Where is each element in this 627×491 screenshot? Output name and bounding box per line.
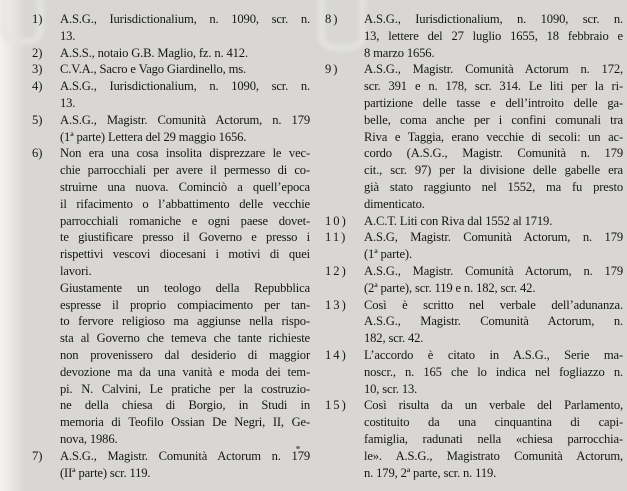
text-line: famiglia, radunati nella «chiesa parrocchia- <box>364 431 623 446</box>
footnote-number: 11) <box>325 230 348 245</box>
footnote-item <box>32 112 310 146</box>
text-line: Non era una cosa insolita disprezzare le vec- <box>60 146 310 161</box>
footnote-number: 13) <box>325 297 348 312</box>
footnote-item <box>32 11 310 45</box>
text-line: cit., scr. 97) per la divisione delle gabelle era <box>364 163 623 178</box>
text-line: parrocchiali romaniche e ogni paese dovet- <box>60 213 310 228</box>
footnote-text <box>60 145 310 447</box>
text-line: A.S.G., Magistr. Comunità Actorum n. 172, <box>364 62 623 77</box>
footnote-number: 7) <box>32 448 43 463</box>
footnote-text <box>60 112 310 146</box>
text-line: scr. 391 e n. 178, scr. 314. Le liti per la ri- <box>364 79 623 94</box>
footnote-item <box>325 11 623 61</box>
footnote-number: 3) <box>32 62 43 77</box>
footnote-number: 10) <box>325 213 348 228</box>
footnote-item <box>325 263 623 297</box>
text-line: noscr., n. 165 che lo indica nel fogliazzo n. <box>364 364 623 379</box>
footnote-text <box>364 213 623 230</box>
text-line: partizione delle tasse e dell’introito delle ga- <box>364 95 623 110</box>
text-line: belle, coma anche per i confini comunali tra <box>364 112 623 127</box>
text-line: ne della chiesa di Borgio, in Studi in <box>60 398 310 413</box>
text-line: 13. <box>60 95 76 110</box>
footnote-item <box>325 229 623 263</box>
text-line: A.S.S., notaio G.B. Maglio, fz. n. 412. <box>60 45 248 60</box>
text-line: costituito da una cinquantina di capi- <box>364 415 623 430</box>
text-line: 8 marzo 1656. <box>364 45 435 60</box>
footnote-text <box>364 263 623 297</box>
text-line: A.S.G., Iurisdictionalium, n. 1090, scr. n. <box>60 79 310 94</box>
text-line: espresse il proprio compiacimento per tan- <box>60 297 310 312</box>
text-line: A.S.G, Magistr. Comunità Actorum, n. 179 <box>364 230 623 245</box>
footnote-number: 14) <box>325 347 348 362</box>
text-line: rispettivi vescovi diocesani i motivi di quei <box>60 247 310 262</box>
text-line: 13, lettere del 27 luglio 1655, 18 febbraio e <box>364 28 623 43</box>
footnote-item <box>32 61 310 78</box>
text-line: Così è scritto nel verbale dell’adunanza. <box>364 297 623 312</box>
text-line: 182, scr. 42. <box>364 331 424 346</box>
text-line: te giustificare presso il Governo e presso i <box>60 230 310 245</box>
text-line: A.S.G., Magistr. Comunità Actorum, n. 179 <box>60 112 310 127</box>
footnote-item <box>32 145 310 447</box>
text-line: L’accordo è citato in A.S.G., Serie ma- <box>364 347 623 362</box>
text-line: nova, 1986. <box>60 431 118 446</box>
text-line: le». A.S.G., Magistrato Comunità Actorum, <box>364 448 623 463</box>
text-line: sta al Governo che temeva che tante richieste <box>60 331 310 346</box>
footnote-number: 2) <box>32 45 43 60</box>
text-line: Giustamente un teologo della Repubblica <box>60 280 310 295</box>
footnote-text <box>60 45 310 62</box>
footnote-number: 4) <box>32 79 43 94</box>
scan-edge-highlight <box>0 0 26 491</box>
text-line: A.C.T. Liti con Riva dal 1552 al 1719. <box>364 213 553 228</box>
footnote-number: 5) <box>32 112 43 127</box>
footnote-text <box>364 61 623 212</box>
footnote-number: 8) <box>325 12 340 26</box>
footnotes-column-left <box>32 11 310 481</box>
text-line: A.S.G., Iurisdictionalium, n. 1090, scr. n. <box>60 12 310 26</box>
footnote-number: 9) <box>325 62 340 77</box>
text-line: (1ª parte). <box>364 247 412 262</box>
footnotes-column-right <box>325 11 623 481</box>
footnote-text <box>364 347 623 397</box>
footnote-text <box>60 61 310 78</box>
footnote-item <box>325 61 623 212</box>
text-line: il rifacimento o l’abbattimento delle vecchie <box>60 196 310 211</box>
text-line: non provenissero dal desiderio di maggior <box>60 347 310 362</box>
text-line: to fervore religioso ma aggiunse nella rispo- <box>60 314 310 329</box>
footnote-item <box>32 45 310 62</box>
text-line: Riva e Taggia, erano vecchie di secoli: un ac- <box>364 129 623 144</box>
footnote-item <box>32 78 310 112</box>
text-line: C.V.A., Sacro e Vago Giardinello, ms. <box>60 62 247 77</box>
text-line: cordo (A.S.G., Magistr. Comunità n. 179 <box>364 146 623 161</box>
text-line: A.S.G., Magistr. Comunità Actorum n. 179 <box>60 448 310 463</box>
text-line: 13. <box>60 28 76 43</box>
text-line: devozione ma da una vanità e moda dei tem- <box>60 364 310 379</box>
footnote-text <box>364 397 623 481</box>
text-line: A.S.G., Magistr. Comunità Actorum, n. 179 <box>364 263 623 278</box>
text-line: Così risulta da un verbale del Parlamento, <box>364 398 623 413</box>
footnote-text <box>60 11 310 45</box>
text-line: lavori. <box>60 263 92 278</box>
text-line: A.S.G., Iurisdictionalium, n. 1090, scr. n. <box>364 12 623 26</box>
text-line: già stato raggiunto nel 1552, ma fu presto <box>364 179 623 194</box>
footnote-text <box>364 229 623 263</box>
text-line: (IIª parte) scr. 119. <box>60 465 151 480</box>
text-line: A.S.G., Magistr. Comunità Actorum, n. <box>364 314 623 329</box>
footnote-item <box>32 448 310 482</box>
text-line: 10, scr. 13. <box>364 381 418 396</box>
footnote-text <box>60 448 310 482</box>
footnote-item <box>325 297 623 347</box>
footnote-number: 1) <box>32 12 43 26</box>
text-line: struirne una nuova. Cominciò a quell’epoca <box>60 179 310 194</box>
text-line: dimenticato. <box>364 196 425 211</box>
footnote-number: 15) <box>325 398 348 413</box>
footnote-number: 12) <box>325 263 348 278</box>
text-line: (1ª parte) Lettera del 29 maggio 1656. <box>60 129 247 144</box>
text-line: memoria di Teofilo Ossian De Negri, II, Ge- <box>60 415 310 430</box>
footnote-item <box>325 397 623 481</box>
footnote-item <box>325 213 623 230</box>
text-line: n. 179, 2ª parte, scr. n. 119. <box>364 465 497 480</box>
footnote-number: 6) <box>32 146 43 161</box>
text-line: chie parrocchiali per avere il permesso di co- <box>60 163 310 178</box>
footnote-text <box>364 11 623 61</box>
text-line: pi. N. Calvini, Le pratiche per la costruzio- <box>60 381 310 396</box>
footnote-text <box>364 297 623 347</box>
footnote-item <box>325 347 623 397</box>
footnote-text <box>60 78 310 112</box>
text-line: (2ª parte), scr. 119 e n. 182, scr. 42. <box>364 280 536 295</box>
